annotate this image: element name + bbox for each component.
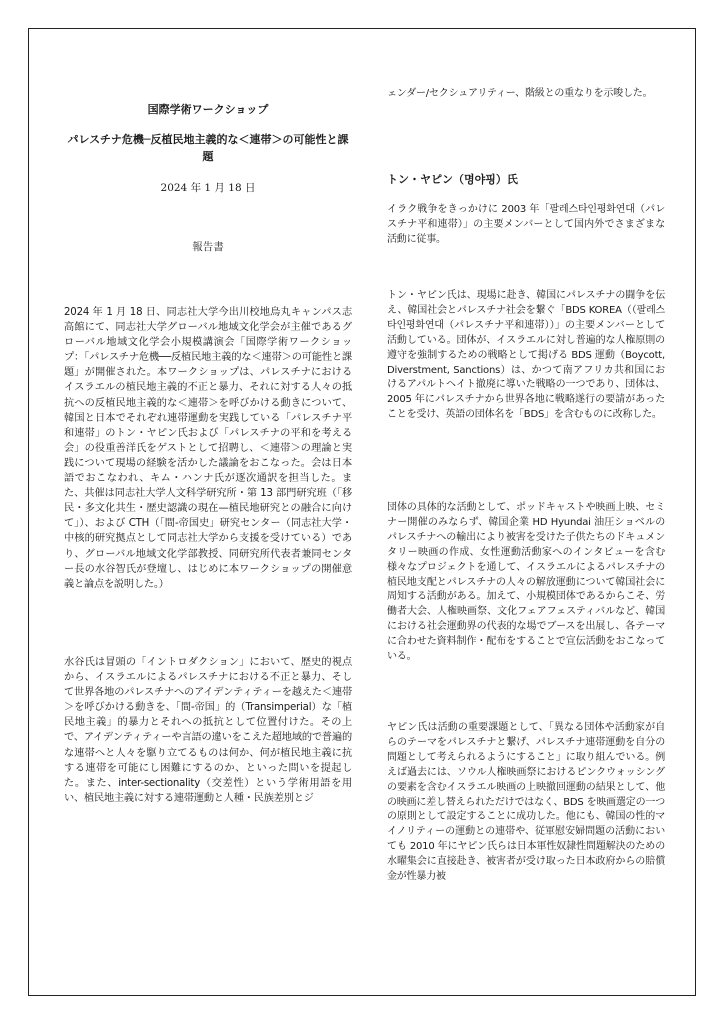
challenges-paragraph: ヤピン氏は活動の重要課題として、「異なる団体や活動家が自らのテーマをパレスチナと繋げ、パレスチナ連帯運動を自分の問題として考えられるようにすること」に取り組んでいる。例えば過去には、ソウル人権映画祭におけるピンクウォッシングの要素を含むイスラエル映画の上映撤回運動の結果として、他の映画に差し替えられただけではなく、BDS を映画選定の一つの原則として設定することに成功した。他にも、韓国の性的マイノリティーの運動との連帯や、従軍慰安婦問題の活動においても 2010 年にヤピン氏らは日本軍性奴隷性問題解決のための水曜集会に直接赴き、被害者が受け取った日本政府からの賠償金が性暴力被 bbox=[387, 722, 665, 883]
mizutani-paragraph: 水谷氏は冒頭の「イントロダクション」において、歴史的視点から、イスラエルによるパレスチナにおける不正と暴力、そして世界各地のパレスチナへのアイデンティティーを越えた＜連帯＞を呼びかける動きを、「間-帝国」的（Transimperial）な「植民地主義」的暴力とそれへの抵抗として位置付けた。その上で、アイデンティティーや言語の違いをこえた超地域的で普遍的な連帯へと人々を駆り立てるものは何か、何が植民地主義に抗する連帯を可能にし困難にするのか、といった問いを提起した。また、inter-sectionality（交差性）という学術用語を用い、植民地主義に対する連帯運動と人種・民族差別とジ bbox=[64, 657, 352, 804]
intro-paragraph: 2024 年 1 月 18 日、同志社大学今出川校地烏丸キャンパス志高館にて、同志社大学グローバル地域文化学会が主催であるグローバル地域文化学会小規模講演会「国際学術ワークショップ：「パレスチナ危機──反植民地主義的な＜連帯＞の可能性と課題」が開催された。本ワークショップは、パレスチナにおけるイスラエルの植民地主義的不正と暴力、それに対する人々の抵抗への反植民地主義的な＜連帯＞を呼びかける動きについて、韓国と日本でそれぞれ連帯運動を実践している「パレスチナ平和連帯」のトン・ヤピン氏および「パレスチナの平和を考える会」の役重善洋氏をゲストとして招聘し、＜連帯＞の理論と実践について現場の経験を活かした議論をおこなった。会は日本語でおこなわれ、キム・ハンナ氏が逐次通訳を担当した。また、共催は同志社大学人文科学研究所・第 13 部門研究班（「移民・多文化共生・歴史認識の現在—植民地研究との融合に向けて」）、および CTH（「間-帝国史」研究センター（同志社大学・中核的研究拠点として同志社大学から支援を受けている）であり、グローバル地域文化学部教授、同研究所代表者兼同センター長の水谷智氏が登壇し、はじめに本ワークショップの開催意義と論点を説明した。） bbox=[64, 307, 352, 590]
workshop-heading: 国際学術ワークショップ bbox=[147, 103, 269, 116]
bds-paragraph: トン・ヤピン氏は、現場に赴き、韓国にパレスチナの闘争を伝え、韓国社会とパレスチナ社会を繋ぐ「BDS KOREA（（팔레스타인평화연대（パレスチナ平和連帯））」の主要メンバーとして活動している。団体が、イスラエルに対し普遍的な人権原則の遵守を強制するための戦略として掲げる BDS 運動（Boycott, Diverstment, Sanctions）は、かつて南アフリカ共和国におけるアパルトヘイト撤廃に導いた戦略の一つであり、団体は、2005 年にパレスチナから世界各地に戦略遂行の要請があったことを受け、英語の団体名を「BDS」を含むものに改称した。 bbox=[387, 290, 665, 421]
activities-paragraph: 団体の具体的な活動として、ポッドキャストや映画上映、セミナー開催のみならず、韓国企業 HD Hyundai 油圧ショベルのパレスチナへの輸出により被害を受けた子供たちのドキュメンタリー映画の作成、女性運動活動家へのインタビューを含む様々なプロジェクトを通して、イスラエルによるパレスチナの植民地支配とパレスチナの人々の解放運動について韓国社会に周知する活動がある。加えて、小規模団体であるからこそ、労働者大会、人権映画祭、文化フェアフェスティバルなど、韓国における社会運動界の代表的な場でブースを出展し、各テーマに合わせた資料制作・配布をすることで宣伝活動をおこなっている。 bbox=[387, 502, 665, 663]
report-label: 報告書 bbox=[192, 241, 224, 253]
speaker-heading: トン・ヤピン（명야핑）氏 bbox=[387, 173, 518, 186]
workshop-title: パレスチナ危機─反植民地主義的な＜連帯＞の可能性と課題 bbox=[67, 133, 349, 163]
workshop-date: 2024 年 1 月 18 日 bbox=[160, 182, 256, 194]
document-page bbox=[28, 28, 696, 996]
speaker-bio-paragraph: イラク戦争をきっかけに 2003 年「팔레스타인평화연대（パレスチナ平和連帯）」の主要メンバーとして国内外でさまざまな活動に従事。 bbox=[387, 204, 665, 245]
continued-paragraph: ェンダー/セクシュアリティー、階級との重なりを示唆した。 bbox=[387, 88, 653, 99]
